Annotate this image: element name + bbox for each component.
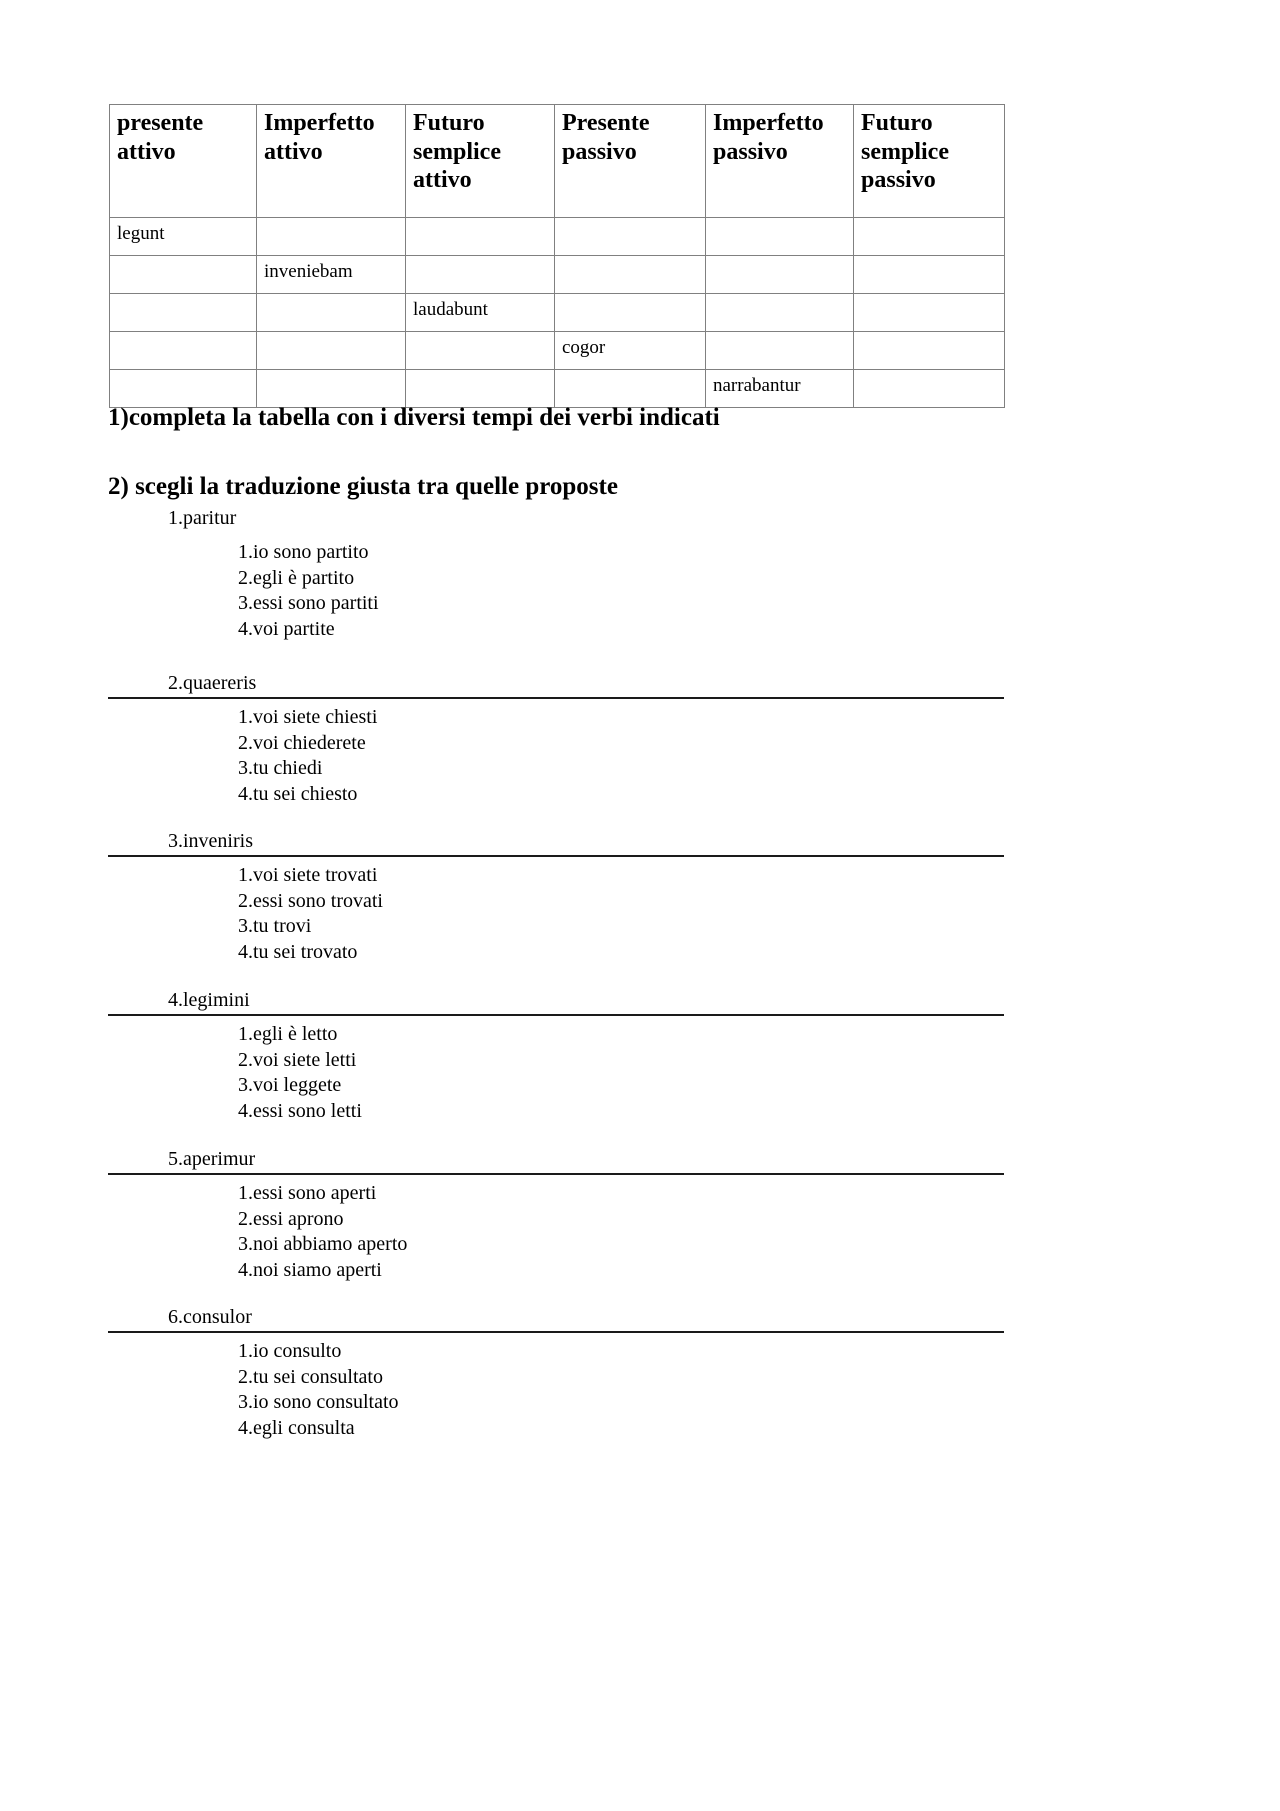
table-cell[interactable] [257,294,406,332]
option-item[interactable]: 1.voi siete chiesti [238,706,378,728]
table-cell[interactable] [555,218,706,256]
option-item[interactable]: 1.voi siete trovati [238,864,378,886]
table-header-row [110,105,1005,218]
table-row [110,218,1005,256]
question-options [238,1022,1004,1124]
table-cell[interactable]: narrabantur [706,370,854,408]
option-item[interactable]: 4.voi partite [238,617,335,640]
option-item[interactable]: 3.noi abbiamo aperto [238,1233,408,1256]
question-options [238,705,1004,807]
table-cell[interactable] [110,332,257,370]
table-cell[interactable] [257,370,406,408]
option-item[interactable]: 4.tu sei chiesto [238,782,358,805]
question-divider [108,1173,1004,1175]
task-1-heading: 1)completa la tabella con i diversi tempi dei verbi indicati [108,404,720,431]
question-divider [108,1331,1004,1333]
table-cell[interactable] [854,332,1005,370]
table-cell[interactable] [110,256,257,294]
option-item[interactable]: 1.io sono partito [238,541,369,563]
table-cell[interactable] [555,370,706,408]
question-prompt: 5.aperimur [168,1148,256,1170]
question-1 [108,506,1004,642]
table-cell[interactable] [854,256,1005,294]
verb-tense-table [109,104,1005,408]
option-item[interactable]: 2.essi sono trovati [238,889,383,912]
table-cell[interactable] [854,218,1005,256]
option-item[interactable]: 3.io sono consultato [238,1391,399,1414]
question-prompt: 2.quaereris [168,672,257,694]
question-options [238,1181,1004,1283]
table-cell[interactable] [555,294,706,332]
option-item[interactable]: 2.essi aprono [238,1207,344,1230]
question-divider [108,1014,1004,1016]
table-cell[interactable] [854,294,1005,332]
table-cell[interactable] [110,370,257,408]
option-item[interactable]: 3.voi leggete [238,1074,342,1097]
verb-tense-table-wrapper [109,104,1004,408]
table-cell[interactable] [406,256,555,294]
table-cell[interactable] [110,294,257,332]
option-item[interactable]: 3.tu chiedi [238,757,323,780]
column-header-futuro-semplice-passivo: Futuro semplice passivo [854,105,1005,218]
option-item[interactable]: 3.essi sono partiti [238,592,379,615]
option-item[interactable]: 2.egli è partito [238,566,355,589]
table-row [110,370,1005,408]
option-item[interactable]: 4.noi siamo aperti [238,1258,382,1281]
question-options [238,540,1004,642]
table-cell[interactable] [706,294,854,332]
table-cell[interactable] [706,332,854,370]
table-cell[interactable]: laudabunt [406,294,555,332]
option-item[interactable]: 4.essi sono letti [238,1099,362,1122]
option-item[interactable]: 1.egli è letto [238,1023,338,1045]
table-cell[interactable]: inveniebam [257,256,406,294]
table-header [110,105,1005,218]
question-prompt: 1.paritur [168,507,237,529]
question-prompt: 4.legimini [168,989,250,1011]
table-cell[interactable] [854,370,1005,408]
table-cell[interactable] [257,218,406,256]
table-cell[interactable]: legunt [110,218,257,256]
option-item[interactable]: 1.essi sono aperti [238,1182,377,1204]
option-item[interactable]: 1.io consulto [238,1340,342,1362]
table-row [110,332,1005,370]
option-item[interactable]: 4.tu sei trovato [238,940,358,963]
question-options [238,863,1004,965]
question-2 [108,671,1004,807]
column-header-presente-attivo: presente attivo [110,105,257,218]
column-header-imperfetto-attivo: Imperfetto attivo [257,105,406,218]
table-cell[interactable] [406,370,555,408]
table-cell[interactable] [406,332,555,370]
task-2-heading: 2) scegli la traduzione giusta tra quelle proposte [108,473,618,500]
table-cell[interactable] [706,218,854,256]
question-prompt: 3.inveniris [168,830,253,852]
option-item[interactable]: 2.voi siete letti [238,1048,357,1071]
question-options [238,1339,1004,1441]
table-body [110,218,1005,408]
option-item[interactable]: 4.egli consulta [238,1416,355,1439]
table-cell[interactable] [406,218,555,256]
table-cell[interactable] [555,256,706,294]
question-6 [108,1305,1004,1441]
table-cell[interactable] [706,256,854,294]
table-row [110,256,1005,294]
question-5 [108,1147,1004,1283]
question-3 [108,829,1004,965]
question-4 [108,988,1004,1124]
question-divider [108,697,1004,699]
table-row [110,294,1005,332]
column-header-presente-passivo: Presente passivo [555,105,706,218]
question-prompt: 6.consulor [168,1306,252,1328]
option-item[interactable]: 2.tu sei consultato [238,1365,383,1388]
table-cell[interactable] [257,332,406,370]
option-item[interactable]: 3.tu trovi [238,915,312,938]
table-cell[interactable]: cogor [555,332,706,370]
option-item[interactable]: 2.voi chiederete [238,731,366,754]
question-divider [108,855,1004,857]
column-header-futuro-semplice-attivo: Futuro semplice attivo [406,105,555,218]
column-header-imperfetto-passivo: Imperfetto passivo [706,105,854,218]
